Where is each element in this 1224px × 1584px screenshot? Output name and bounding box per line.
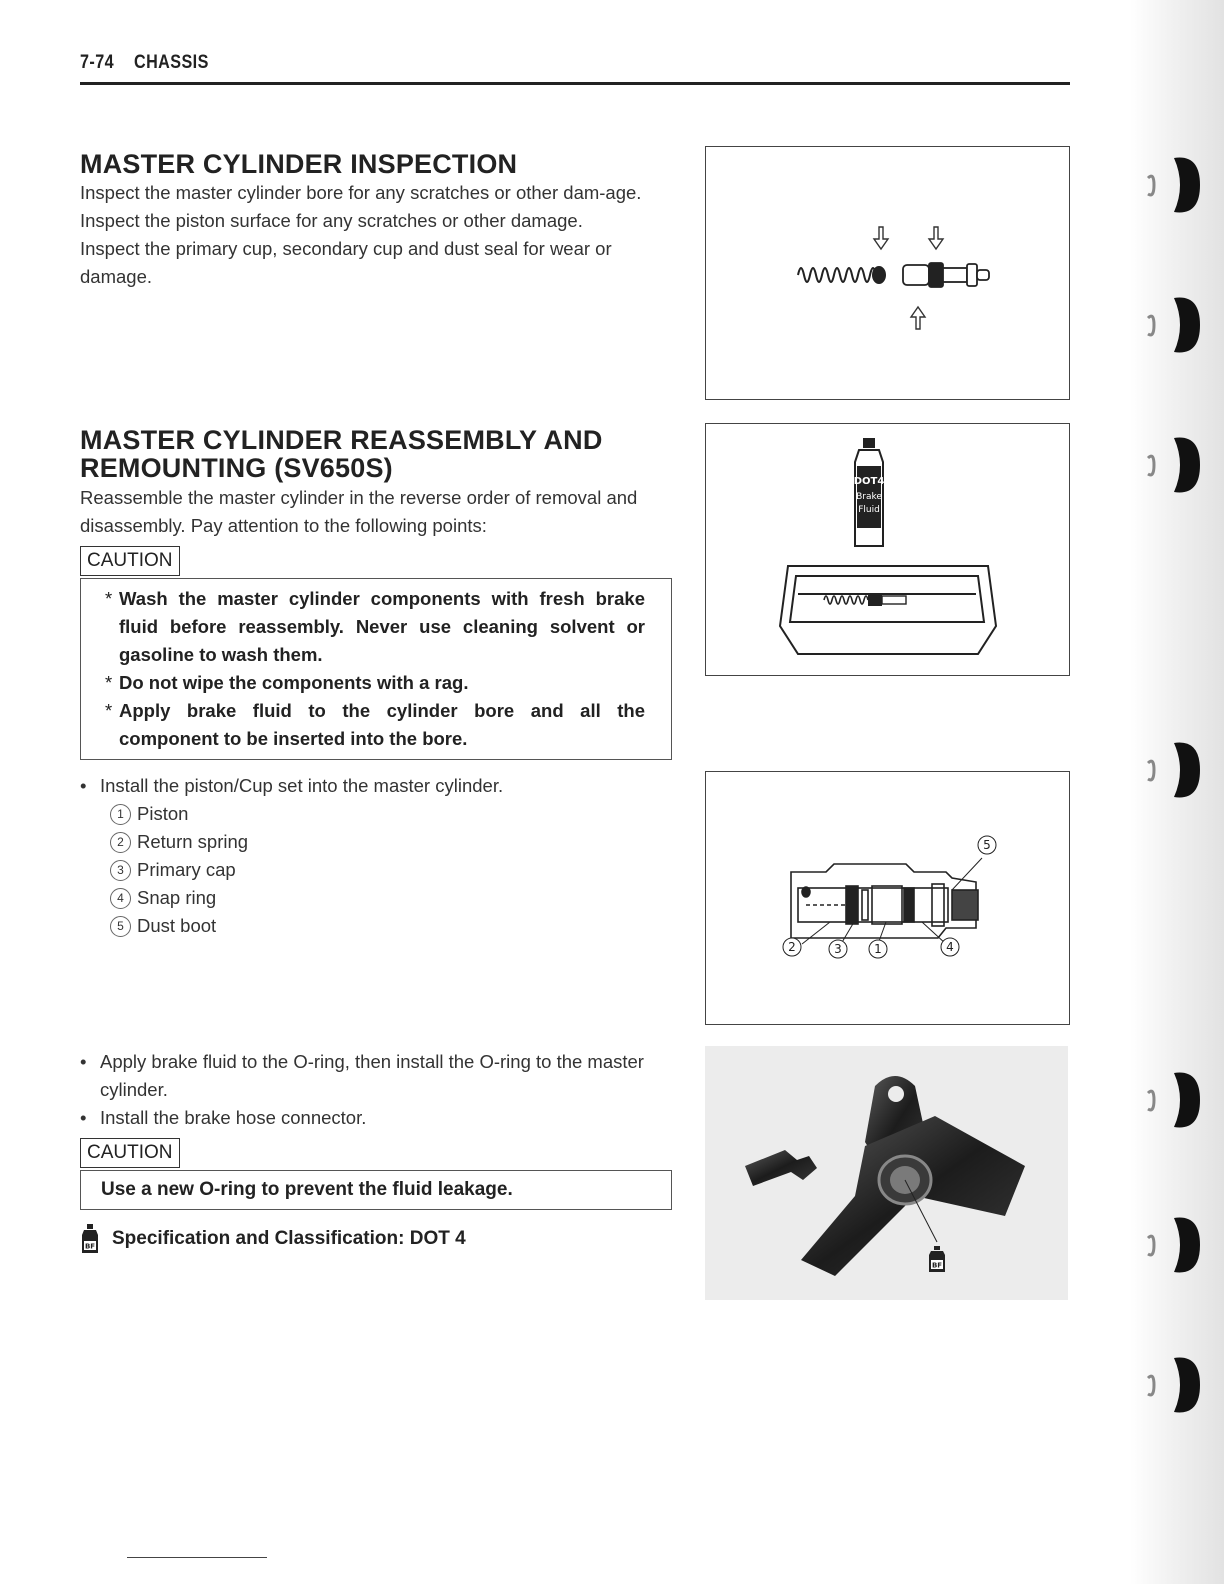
svg-text:DOT4: DOT4 [853,476,885,487]
inspection-title: MASTER CYLINDER INSPECTION [80,149,518,179]
wash-tray [780,566,996,654]
section-tab-marker [1140,735,1200,805]
footer-rule [127,1557,267,1558]
figure-brake-fluid-wash [705,423,1070,676]
piston [903,263,989,287]
svg-text:BF: BF [931,1261,943,1270]
hose-bullet: • Install the brake hose connector. [80,1107,367,1128]
caution-tag-2: CAUTION [80,1138,180,1168]
oring-section [80,1048,672,1254]
inspection-para-1: Inspect the master cylinder bore for any scratches or other dam-age. [80,182,642,203]
section-tab-marker [1140,1210,1200,1280]
section-tab-marker [1140,1350,1200,1420]
caution-box-1 [80,578,672,760]
oring-bullet: • Apply brake fluid to the O-ring, then install the O-ring to the master cylinder. [80,1051,644,1100]
part-item: 5 Dust boot [80,912,672,940]
caution-item: * Wash the master cylinder components with fresh brake fluid before reassembly. Never use cleaning solvent or gasoline to wash them. [105,588,645,665]
caution-item: * Do not wipe the components with a rag. [105,672,469,693]
hose-connector [745,1150,817,1186]
section-title: CHASSIS [134,52,210,73]
spec-line [80,1224,672,1254]
spec-text: Specification and Classification: DOT 4 [112,1228,466,1249]
caution-tag-wrap [80,546,672,576]
page-number: 7-74 [80,52,115,73]
photo-master-cylinder [705,1046,1068,1300]
section-tab-marker [1140,1065,1200,1135]
part-item: 4 Snap ring [80,884,672,912]
section-tab-marker [1140,150,1200,220]
page-header [80,52,1070,85]
figure-cylinder-section [705,771,1070,1025]
caution-box-2 [80,1170,672,1210]
caution-item: * Apply brake fluid to the cylinder bore and all the component to be inserted into the bore. [105,700,645,749]
caution-tag-1: CAUTION [80,546,180,576]
svg-text:Brake: Brake [856,492,882,502]
caution-text-2: Use a new O-ring to prevent the fluid leakage. [101,1179,513,1200]
install-bullet: • Install the piston/Cup set into the master cylinder. [80,775,504,796]
part-item: 3 Primary cap [80,856,672,884]
reassembly-title-line1: MASTER CYLINDER REASSEMBLY AND [80,425,603,455]
reassembly-title-line2: REMOUNTING (SV650S) [80,453,393,483]
callout-5: 5 [983,838,991,852]
brake-fluid-icon [929,1246,945,1272]
reassembly-intro: Reassemble the master cylinder in the reverse order of removal and disassembly. Pay attention to the following points: [80,487,638,536]
inspection-section [80,150,672,291]
section-tab-marker [1140,430,1200,500]
figure-piston-parts [705,146,1070,400]
part-item: 2 Return spring [80,828,672,856]
caution-tag-wrap-2 [80,1138,672,1168]
callout-4: 4 [946,940,954,954]
return-spring [798,268,876,282]
inspection-para-2: Inspect the piston surface for any scratches or other damage. [80,210,583,231]
brake-fluid-icon [80,1224,100,1254]
section-tab-marker [1140,290,1200,360]
callout-2: 2 [788,940,796,954]
svg-text:Fluid: Fluid [858,505,880,515]
callout-1: 1 [874,942,882,956]
brake-fluid-bottle [854,438,885,546]
reassembly-section [80,426,672,940]
inspection-para-3: Inspect the primary cup, secondary cup and dust seal for wear or damage. [80,238,612,287]
part-item: 1 Piston [80,800,672,828]
spring-seat [872,266,886,284]
callout-3: 3 [834,942,842,956]
svg-text:BF: BF [84,1242,96,1251]
